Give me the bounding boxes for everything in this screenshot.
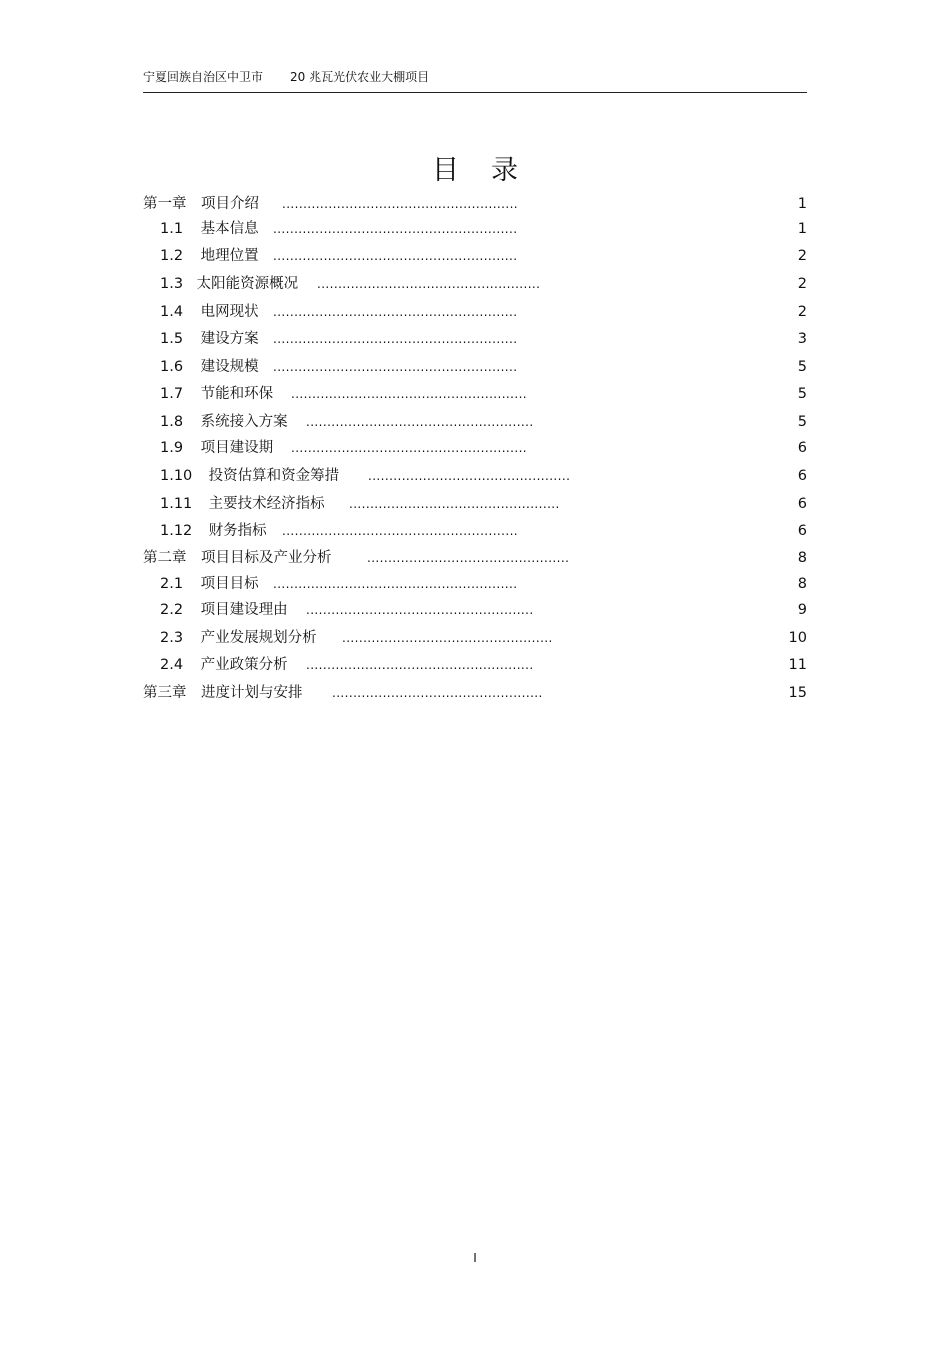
toc-page-number: 6	[797, 440, 807, 456]
toc-entry-label: 主要技术经济指标	[208, 496, 325, 512]
toc-leader-dots: ........................................................	[291, 387, 528, 401]
toc-entry-label: 太阳能资源概况	[196, 276, 299, 292]
toc-page-number: 15	[788, 685, 807, 701]
toc-entry-label: 建设方案	[200, 331, 259, 347]
toc-entry-1-2[interactable]	[160, 246, 807, 266]
toc-page-number: 1	[797, 196, 807, 212]
toc-page-number: 5	[797, 386, 807, 402]
toc-leader-dots: ......................................................	[306, 658, 534, 672]
toc-entry-1-5[interactable]	[160, 329, 807, 349]
toc-entry-label: 项目建设期	[200, 440, 274, 456]
toc-entry-number: 1.12	[160, 523, 193, 539]
toc-entry-number: 2.1	[160, 576, 184, 592]
toc-entry-1-12[interactable]	[160, 521, 807, 541]
toc-page-number: 2	[797, 304, 807, 320]
toc-page-number: 8	[797, 576, 807, 592]
toc-entry-1-8[interactable]	[160, 412, 807, 432]
toc-entry-number: 1.3	[160, 276, 184, 292]
toc-entry-label: 产业发展规划分析	[200, 630, 317, 646]
toc-leader-dots: ........................................................	[282, 197, 519, 211]
toc-entry-chapter-2[interactable]	[143, 548, 807, 568]
toc-entry-1-7[interactable]	[160, 384, 807, 404]
toc-entry-label: 第三章 进度计划与安排	[143, 685, 303, 701]
toc-entry-1-11[interactable]	[160, 494, 807, 514]
toc-entry-number: 1.11	[160, 496, 193, 512]
toc-page-number: 6	[797, 523, 807, 539]
toc-leader-dots: ................................................	[368, 469, 571, 483]
toc-entry-label: 系统接入方案	[200, 414, 288, 430]
toc-entry-2-2[interactable]	[160, 600, 807, 620]
toc-entry-number: 1.7	[160, 386, 184, 402]
toc-entry-label: 第二章 项目目标及产业分析	[143, 550, 332, 566]
toc-entry-label: 第一章 项目介绍	[143, 196, 259, 212]
toc-leader-dots: ..........................................................	[273, 577, 518, 591]
toc-page-number: 2	[797, 248, 807, 264]
toc-entry-1-4[interactable]	[160, 302, 807, 322]
toc-entry-number: 2.4	[160, 657, 184, 673]
toc-entry-chapter-3[interactable]	[143, 683, 807, 703]
toc-page-number: 11	[788, 657, 807, 673]
toc-entry-number: 1.8	[160, 414, 184, 430]
toc-entry-number: 2.3	[160, 630, 184, 646]
toc-entry-label: 电网现状	[200, 304, 259, 320]
toc-entry-number: 1.2	[160, 248, 184, 264]
toc-entry-number: 1.9	[160, 440, 184, 456]
toc-leader-dots: .....................................................	[317, 277, 541, 291]
toc-page-number: 6	[797, 496, 807, 512]
toc-entry-label: 项目建设理由	[200, 602, 288, 618]
toc-page-number: 8	[797, 550, 807, 566]
toc-entry-label: 建设规模	[200, 359, 259, 375]
toc-entry-2-3[interactable]	[160, 628, 807, 648]
toc-entry-1-10[interactable]	[160, 466, 807, 486]
toc-leader-dots: ......................................................	[306, 603, 534, 617]
toc-entry-1-9[interactable]	[160, 438, 807, 458]
toc-entry-number: 1.10	[160, 468, 193, 484]
toc-leader-dots: ..........................................................	[273, 360, 518, 374]
page-header	[143, 66, 807, 93]
toc-entry-1-1[interactable]	[160, 219, 807, 239]
toc-entry-label: 地理位置	[200, 248, 259, 264]
toc-leader-dots: ................................................	[367, 551, 570, 565]
toc-entry-label: 基本信息	[200, 221, 259, 237]
toc-entry-number: 1.6	[160, 359, 184, 375]
toc-entry-1-6[interactable]	[160, 357, 807, 377]
toc-entry-number: 2.2	[160, 602, 184, 618]
page-footer-number: I	[473, 1251, 477, 1265]
toc-leader-dots: ..........................................................	[273, 222, 518, 236]
toc-page-number: 10	[788, 630, 807, 646]
toc-leader-dots: ..................................................	[342, 631, 553, 645]
toc-title: 目录	[432, 155, 550, 186]
toc-page-number: 3	[797, 331, 807, 347]
toc-entry-label: 产业政策分析	[200, 657, 288, 673]
toc-leader-dots: ......................................................	[306, 415, 534, 429]
toc-page-number: 9	[797, 602, 807, 618]
toc-entry-label: 项目目标	[200, 576, 259, 592]
header-region: 宁夏回族自治区中卫市	[143, 70, 264, 84]
toc-entry-2-1[interactable]	[160, 574, 807, 594]
toc-entry-number: 1.4	[160, 304, 184, 320]
toc-leader-dots: ..........................................................	[273, 249, 518, 263]
toc-page-number: 1	[797, 221, 807, 237]
toc-page-number: 6	[797, 468, 807, 484]
toc-page-number: 5	[797, 414, 807, 430]
toc-page-number: 2	[797, 276, 807, 292]
toc-leader-dots: ..................................................	[349, 497, 560, 511]
toc-entry-label: 投资估算和资金筹措	[208, 468, 340, 484]
toc-entry-2-4[interactable]	[160, 655, 807, 675]
toc-page-number: 5	[797, 359, 807, 375]
toc-leader-dots: ..........................................................	[273, 305, 518, 319]
toc-leader-dots: ..................................................	[332, 686, 543, 700]
toc-leader-dots: ..........................................................	[273, 332, 518, 346]
toc-entry-label: 节能和环保	[200, 386, 274, 402]
toc-leader-dots: ........................................................	[282, 524, 519, 538]
toc-entry-number: 1.1	[160, 221, 184, 237]
header-project-title: 20 兆瓦光伏农业大棚项目	[290, 70, 430, 84]
toc-leader-dots: ........................................................	[291, 441, 528, 455]
toc-entry-1-3[interactable]	[160, 274, 807, 294]
toc-entry-number: 1.5	[160, 331, 184, 347]
toc-entry-chapter-1[interactable]	[143, 194, 807, 214]
toc-entry-label: 财务指标	[208, 523, 267, 539]
